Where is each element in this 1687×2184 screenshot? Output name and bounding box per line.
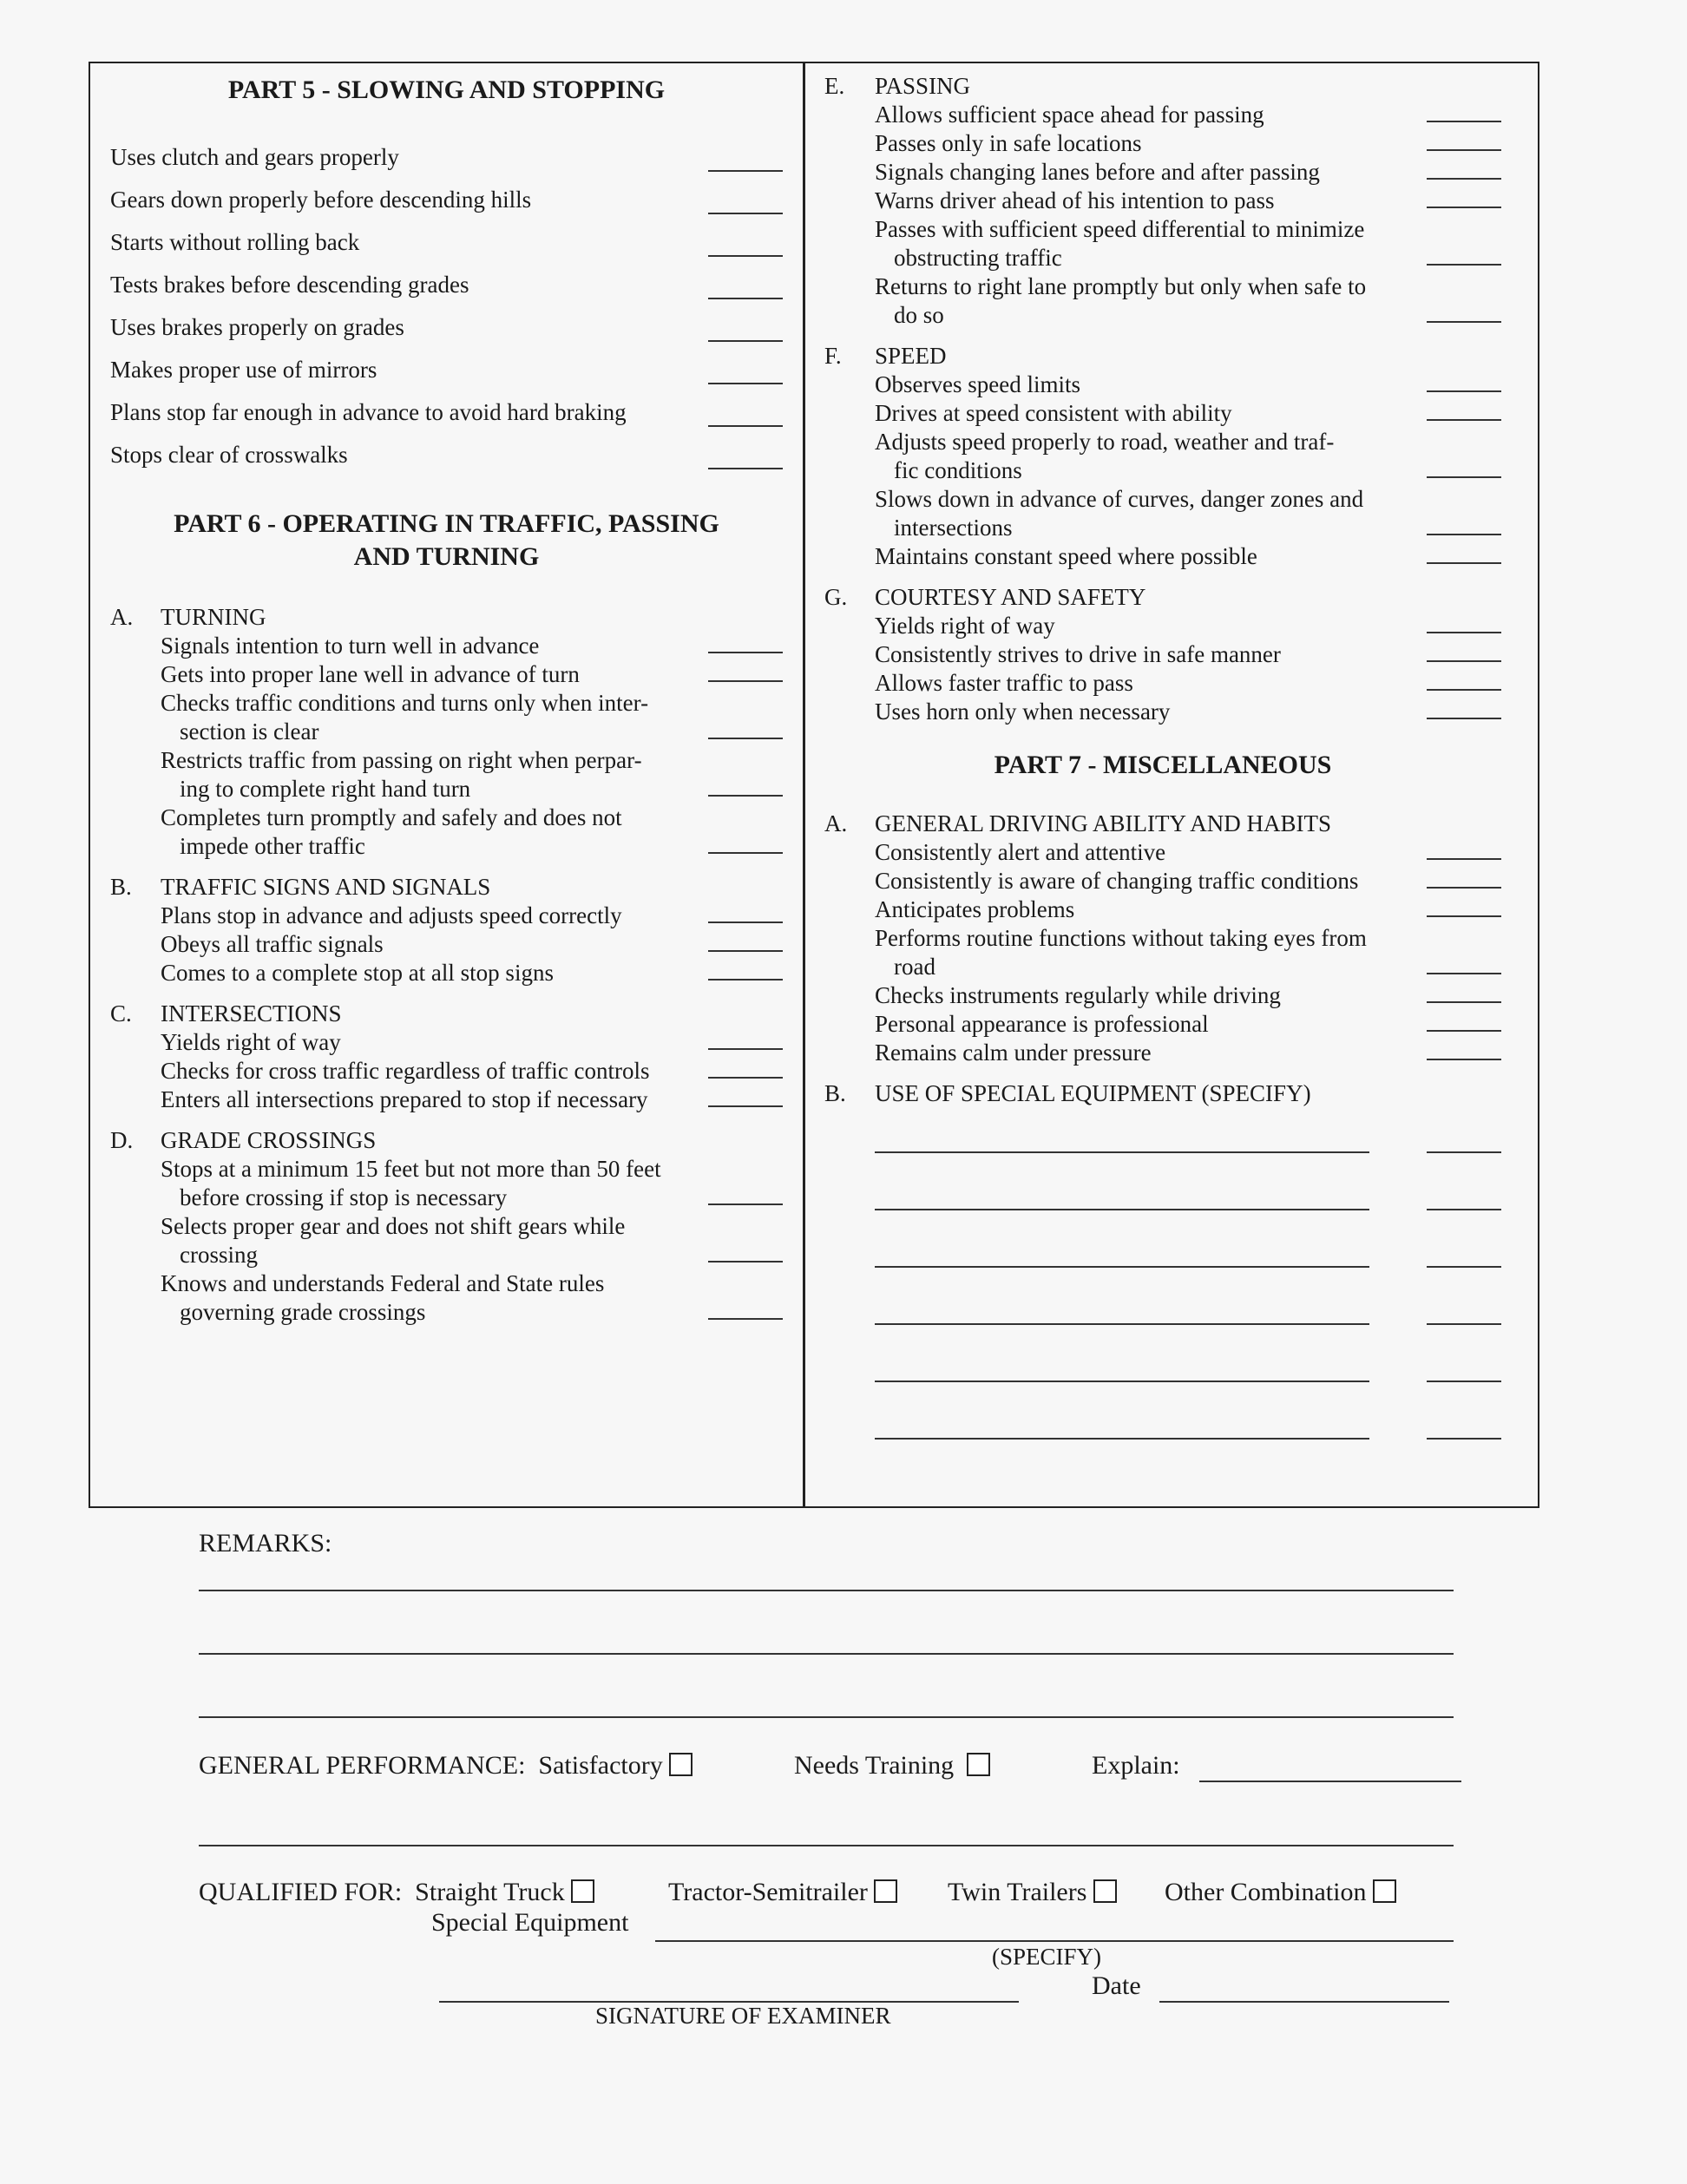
section-general-driving-ability-and-habits (824, 810, 1501, 1067)
section-heading (110, 1126, 783, 1155)
checklist-item (824, 428, 1501, 485)
special-equipment-entry (875, 1108, 1501, 1165)
checklist-item (824, 640, 1501, 669)
score-blank[interactable] (1427, 476, 1501, 478)
date-label: Date (1092, 1971, 1141, 2000)
checklist-item (824, 1010, 1501, 1039)
explain-line[interactable] (1199, 1781, 1461, 1782)
checklist-item (824, 698, 1501, 726)
twin-trailers-checkbox[interactable] (1093, 1879, 1117, 1903)
score-blank[interactable] (708, 298, 783, 299)
score-blank[interactable] (1427, 1001, 1501, 1003)
score-blank[interactable] (708, 468, 783, 469)
checklist-item (110, 1155, 783, 1212)
score-blank[interactable] (1427, 718, 1501, 719)
score-blank[interactable] (708, 921, 783, 923)
equipment-line[interactable] (875, 1438, 1369, 1440)
qualified-for-label: QUALIFIED FOR: (199, 1878, 403, 1906)
section-letter: B. (824, 1080, 846, 1106)
section-heading (110, 873, 783, 902)
checklist-item (110, 902, 783, 930)
section-letter: A. (824, 810, 848, 836)
checklist-item (824, 399, 1501, 428)
section-title: SPEED (875, 343, 947, 369)
section-courtesy-and-safety (824, 583, 1501, 726)
score-blank[interactable] (1427, 1209, 1501, 1210)
score-blank[interactable] (1427, 149, 1501, 151)
item-label: Signals changing lanes before and after passing (875, 159, 1320, 185)
remarks-label: REMARKS: (199, 1529, 332, 1558)
section-title: INTERSECTIONS (161, 1000, 342, 1026)
checklist-item (110, 1028, 783, 1057)
checklist-item (824, 371, 1501, 399)
section-letter: C. (110, 1000, 132, 1026)
score-blank[interactable] (1427, 390, 1501, 392)
checklist-item (824, 612, 1501, 640)
checklist-item (110, 1085, 783, 1114)
checklist-item (824, 1039, 1501, 1067)
tractor-semitrailer-group (668, 1878, 897, 1907)
item-label: Passes only in safe locations (875, 130, 1142, 156)
equipment-line[interactable] (875, 1381, 1369, 1382)
section-heading (824, 342, 1501, 371)
item-label: Starts without rolling back (110, 229, 360, 255)
other-combination-group (1165, 1878, 1396, 1907)
item-label-continued: fic conditions (894, 457, 1022, 483)
section-letter: D. (110, 1127, 134, 1153)
item-label: Allows sufficient space ahead for passing (875, 102, 1264, 128)
section-heading (824, 1079, 1501, 1108)
section-heading (824, 810, 1501, 838)
score-blank[interactable] (1427, 973, 1501, 974)
special-equipment-entry (875, 1280, 1501, 1337)
item-label: Allows faster traffic to pass (875, 670, 1133, 696)
special-equipment-entry (875, 1165, 1501, 1223)
item-label: Checks instruments regularly while driving (875, 982, 1281, 1008)
item-label-continued: section is clear (180, 718, 319, 744)
score-blank[interactable] (708, 255, 783, 257)
needs-training-checkbox[interactable] (967, 1753, 990, 1776)
checklist-item (110, 689, 783, 746)
score-blank[interactable] (708, 950, 783, 952)
score-blank[interactable] (708, 738, 783, 739)
score-blank[interactable] (708, 652, 783, 653)
item-label: Performs routine functions without taking eyes from (875, 925, 1367, 951)
section-heading (110, 1000, 783, 1028)
checklist-item (824, 542, 1501, 571)
special-equipment-entry (875, 1337, 1501, 1394)
date-line[interactable] (1159, 2001, 1449, 2003)
item-label: Stops at a minimum 15 feet but not more than 50 feet (161, 1156, 661, 1182)
signature-of-examiner-label: SIGNATURE OF EXAMINER (595, 2003, 891, 2029)
other-combination-label: Other Combination (1165, 1878, 1367, 1906)
checklist-item (110, 930, 783, 959)
part6-left-sections (110, 603, 783, 1327)
explain-label: Explain: (1092, 1751, 1180, 1780)
equipment-line[interactable] (875, 1209, 1369, 1210)
checklist-item (110, 1057, 783, 1085)
section-passing (824, 72, 1501, 330)
section-turning (110, 603, 783, 861)
checklist-item (110, 354, 783, 397)
special-equipment-label: Special Equipment (431, 1908, 629, 1937)
section-title: USE OF SPECIAL EQUIPMENT (SPECIFY) (875, 1080, 1311, 1106)
item-label: Checks traffic conditions and turns only when inter- (161, 690, 649, 716)
other-combination-checkbox[interactable] (1373, 1879, 1396, 1903)
item-label: Comes to a complete stop at all stop signs (161, 960, 554, 986)
needs-training-group (794, 1751, 990, 1781)
score-blank[interactable] (1427, 178, 1501, 180)
section-heading (824, 583, 1501, 612)
score-blank[interactable] (708, 1077, 783, 1079)
checklist-item (110, 269, 783, 312)
item-label-continued: impede other traffic (180, 833, 365, 859)
left-column (110, 62, 783, 1339)
item-label: Passes with sufficient speed differential to minimize (875, 216, 1365, 242)
section-title: TRAFFIC SIGNS AND SIGNALS (161, 874, 491, 900)
equipment-line[interactable] (875, 1323, 1369, 1325)
item-label: Remains calm under pressure (875, 1040, 1152, 1066)
item-label: Plans stop in advance and adjusts speed correctly (161, 902, 622, 928)
checklist-item (824, 187, 1501, 215)
item-label: Obeys all traffic signals (161, 931, 384, 957)
score-blank[interactable] (1427, 1438, 1501, 1440)
item-label-continued: before crossing if stop is necessary (180, 1184, 508, 1210)
checklist-item (110, 803, 783, 861)
item-label: Returns to right lane promptly but only when safe to (875, 273, 1367, 299)
needs-training-label: Needs Training (794, 1751, 955, 1780)
score-blank[interactable] (708, 213, 783, 214)
special-equipment-entry (875, 1223, 1501, 1280)
score-blank[interactable] (1427, 419, 1501, 421)
item-label-continued: governing grade crossings (180, 1299, 426, 1325)
straight-truck-label: Straight Truck (415, 1878, 565, 1906)
score-blank[interactable] (1427, 264, 1501, 266)
remarks-line-3[interactable] (199, 1716, 1454, 1718)
checklist-item (110, 746, 783, 803)
checklist-item (824, 669, 1501, 698)
tractor-semitrailer-checkbox[interactable] (874, 1879, 897, 1903)
part6-title-line1: PART 6 - OPERATING IN TRAFFIC, PASSING (174, 509, 719, 538)
checklist-item (110, 184, 783, 226)
score-blank[interactable] (708, 1318, 783, 1320)
item-label: Slows down in advance of curves, danger zones and (875, 486, 1364, 512)
remarks-line-1[interactable] (199, 1590, 1454, 1591)
score-blank[interactable] (708, 852, 783, 854)
item-label: Signals intention to turn well in advance (161, 633, 540, 659)
score-blank[interactable] (708, 795, 783, 797)
remarks-line-2[interactable] (199, 1653, 1454, 1655)
score-blank[interactable] (708, 1261, 783, 1263)
score-blank[interactable] (708, 680, 783, 682)
special-equipment-entry (875, 1394, 1501, 1452)
part5-title: PART 5 - SLOWING AND STOPPING (227, 75, 666, 104)
checklist-item (110, 439, 783, 482)
score-blank[interactable] (1427, 321, 1501, 323)
part7-title: PART 7 - MISCELLANEOUS (994, 751, 1332, 779)
equipment-line[interactable] (875, 1151, 1369, 1153)
part6-title (110, 508, 783, 574)
checklist-item (824, 215, 1501, 272)
checklist-item (824, 924, 1501, 981)
item-label-continued: crossing (180, 1242, 258, 1268)
item-label: Checks for cross traffic regardless of traffic controls (161, 1058, 650, 1084)
item-label: Yields right of way (161, 1029, 341, 1055)
item-label: Gears down properly before descending hills (110, 187, 532, 213)
section-speed (824, 342, 1501, 571)
score-blank[interactable] (1427, 689, 1501, 691)
item-label-continued: road (894, 954, 935, 980)
score-blank[interactable] (1427, 121, 1501, 122)
score-blank[interactable] (1427, 1266, 1501, 1268)
section-title: GENERAL DRIVING ABILITY AND HABITS (875, 810, 1331, 836)
item-label: Stops clear of crosswalks (110, 442, 348, 468)
item-label-continued: obstructing traffic (894, 245, 1062, 271)
part7-sections (824, 810, 1501, 1452)
score-blank[interactable] (708, 979, 783, 981)
score-blank[interactable] (1427, 1151, 1501, 1153)
twin-trailers-label: Twin Trailers (948, 1878, 1087, 1906)
satisfactory-checkbox[interactable] (669, 1753, 693, 1776)
column-divider (803, 62, 805, 1508)
section-letter: B. (110, 874, 132, 900)
special-equipment-line[interactable] (655, 1940, 1454, 1942)
qualified-for-row (199, 1878, 594, 1907)
equipment-line[interactable] (875, 1266, 1369, 1268)
item-label: Consistently strives to drive in safe manner (875, 641, 1281, 667)
checklist-item (824, 838, 1501, 867)
score-blank[interactable] (708, 1048, 783, 1050)
checklist-item (110, 1269, 783, 1327)
score-blank[interactable] (1427, 1059, 1501, 1060)
item-label: Restricts traffic from passing on right when perpar- (161, 747, 642, 773)
score-blank[interactable] (708, 340, 783, 342)
checklist-item (824, 485, 1501, 542)
score-blank[interactable] (1427, 660, 1501, 662)
score-blank[interactable] (1427, 1323, 1501, 1325)
right-column (824, 62, 1501, 1464)
section-letter: F. (824, 343, 842, 369)
item-label: Anticipates problems (875, 896, 1075, 922)
section-letter: A. (110, 604, 134, 630)
section-use-of-special-equipment-specify- (824, 1079, 1501, 1452)
checklist-item (110, 1212, 783, 1269)
checklist-item (824, 272, 1501, 330)
item-label-continued: do so (894, 302, 944, 328)
section-heading (824, 72, 1501, 101)
item-label: Enters all intersections prepared to stop if necessary (161, 1086, 648, 1112)
item-label: Adjusts speed properly to road, weather and traf- (875, 429, 1335, 455)
score-blank[interactable] (1427, 1381, 1501, 1382)
checklist-item (824, 129, 1501, 158)
section-letter: E. (824, 73, 845, 99)
checklist-item (110, 959, 783, 987)
item-label: Completes turn promptly and safely and does not (161, 804, 622, 830)
item-label-continued: intersections (894, 515, 1013, 541)
item-label: Makes proper use of mirrors (110, 357, 377, 383)
general-performance-row (199, 1751, 693, 1781)
item-label: Uses horn only when necessary (875, 698, 1171, 725)
score-blank[interactable] (1427, 632, 1501, 633)
score-blank[interactable] (708, 1203, 783, 1205)
score-blank[interactable] (708, 383, 783, 384)
section-title: TURNING (161, 604, 266, 630)
item-label: Knows and understands Federal and State rules (161, 1270, 605, 1296)
checklist-item (110, 141, 783, 184)
item-label: Drives at speed consistent with ability (875, 400, 1232, 426)
section-letter: G. (824, 584, 848, 610)
straight-truck-checkbox[interactable] (571, 1879, 594, 1903)
score-blank[interactable] (1427, 562, 1501, 564)
general-performance-label: GENERAL PERFORMANCE: (199, 1751, 526, 1780)
score-blank[interactable] (708, 425, 783, 427)
item-label: Consistently is aware of changing traffic conditions (875, 868, 1359, 894)
section-title: PASSING (875, 73, 971, 99)
item-label: Uses brakes properly on grades (110, 314, 404, 340)
specify-label: (SPECIFY) (992, 1944, 1102, 1970)
section-grade-crossings (110, 1126, 783, 1327)
section-intersections (110, 1000, 783, 1114)
item-label: Yields right of way (875, 613, 1055, 639)
score-blank[interactable] (1427, 1030, 1501, 1032)
checklist-item (824, 895, 1501, 924)
explain-line-2[interactable] (199, 1845, 1454, 1846)
twin-trailers-group (948, 1878, 1117, 1907)
score-blank[interactable] (1427, 915, 1501, 917)
part5-list (110, 141, 783, 482)
item-label: Warns driver ahead of his intention to pass (875, 187, 1275, 213)
checklist-item (824, 981, 1501, 1010)
score-blank[interactable] (708, 1105, 783, 1107)
checklist-item (824, 867, 1501, 895)
item-label: Plans stop far enough in advance to avoid hard braking (110, 399, 627, 425)
section-heading (110, 603, 783, 632)
part6-title-line2: AND TURNING (353, 542, 540, 571)
item-label: Personal appearance is professional (875, 1011, 1209, 1037)
checklist-item (110, 632, 783, 660)
score-blank[interactable] (1427, 858, 1501, 860)
checklist-item (110, 312, 783, 354)
score-blank[interactable] (1427, 534, 1501, 535)
item-label: Observes speed limits (875, 371, 1080, 397)
checklist-item (110, 397, 783, 439)
item-label: Maintains constant speed where possible (875, 543, 1257, 569)
section-title: COURTESY AND SAFETY (875, 584, 1146, 610)
item-label: Gets into proper lane well in advance of turn (161, 661, 580, 687)
item-label-continued: ing to complete right hand turn (180, 776, 471, 802)
checklist-item (824, 158, 1501, 187)
item-label: Selects proper gear and does not shift gears while (161, 1213, 626, 1239)
checklist-item (110, 660, 783, 689)
item-label: Consistently alert and attentive (875, 839, 1166, 865)
part6-right-sections (824, 72, 1501, 726)
item-label: Tests brakes before descending grades (110, 272, 469, 298)
section-title: GRADE CROSSINGS (161, 1127, 377, 1153)
checklist-item (110, 226, 783, 269)
checklist-item (824, 101, 1501, 129)
tractor-semitrailer-label: Tractor-Semitrailer (668, 1878, 868, 1906)
satisfactory-label: Satisfactory (538, 1751, 663, 1780)
score-blank[interactable] (1427, 887, 1501, 889)
score-blank[interactable] (708, 170, 783, 172)
section-traffic-signs-and-signals (110, 873, 783, 987)
item-label: Uses clutch and gears properly (110, 144, 399, 170)
score-blank[interactable] (1427, 207, 1501, 208)
